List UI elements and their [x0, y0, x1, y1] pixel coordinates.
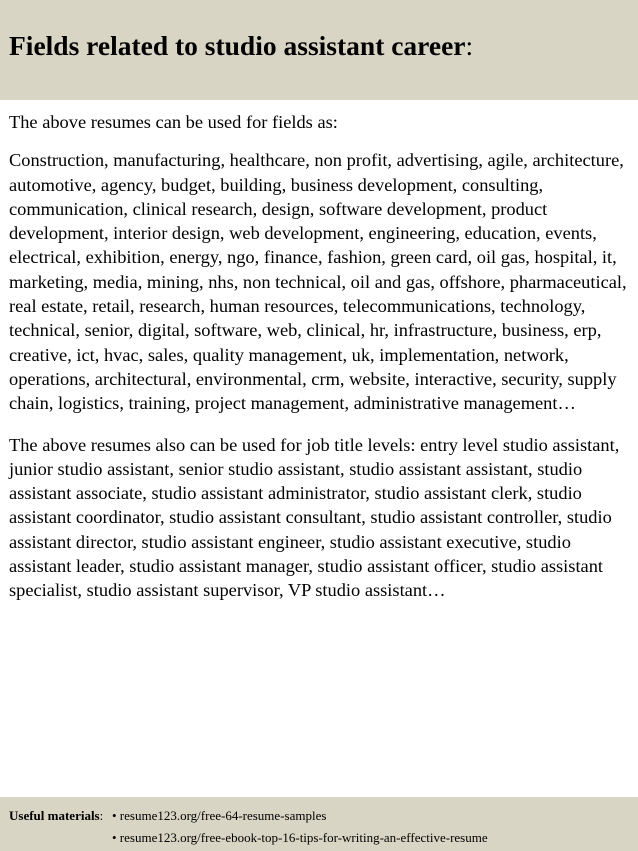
page-title [9, 30, 473, 62]
header-band [0, 0, 638, 100]
useful-materials-label [9, 808, 103, 824]
page-title-text: Fields related to studio assistant career [9, 30, 466, 61]
footer-band [0, 797, 638, 851]
resume-tips-ebook-link[interactable]: • resume123.org/free-ebook-top-16-tips-for-writing-an-effective-resume [112, 830, 488, 845]
resume-samples-link[interactable]: • resume123.org/free-64-resume-samples [112, 808, 327, 823]
page-title-colon: : [465, 30, 474, 61]
useful-materials-separator: : [99, 808, 104, 823]
useful-materials-label-text: Useful materials [9, 808, 100, 823]
intro-text: The above resumes can be used for fields as: [9, 112, 338, 132]
job-levels-paragraph: The above resumes also can be used for job title levels: entry level studio assistant, junior studio assistant, senior studio assistant, studio assistant assistant, studio assistant associate, studio assistant administrator, studio assistant clerk, studio assistant coordinator, studio assistant consultant, studio assistant controller, studio assistant director, studio assistant engineer, studio assistant executive, studio assistant leader, studio assistant manager, studio assistant officer, studio assistant specialist, studio assistant supervisor, VP studio assistant… [9, 434, 620, 601]
main-content [9, 110, 635, 603]
fields-list-paragraph: Construction, manufacturing, healthcare, non profit, advertising, agile, architecture, automotive, agency, budget, building, business development, consulting, communication, clinical research, design, software development, product development, interior design, web development, engineering, education, events, electrical, exhibition, energy, ngo, finance, fashion, green card, oil gas, hospital, it, marketing, media, mining, nhs, non technical, oil and gas, offshore, pharmaceutical, real estate, retail, research, human resources, telecommunications, technology, technical, senior, digital, software, web, clinical, hr, infrastructure, business, erp, creative, ict, hvac, sales, quality management, uk, implementation, network, operations, architectural, environmental, crm, website, interactive, security, supply chain, logistics, training, project management, administrative management… [9, 150, 627, 414]
